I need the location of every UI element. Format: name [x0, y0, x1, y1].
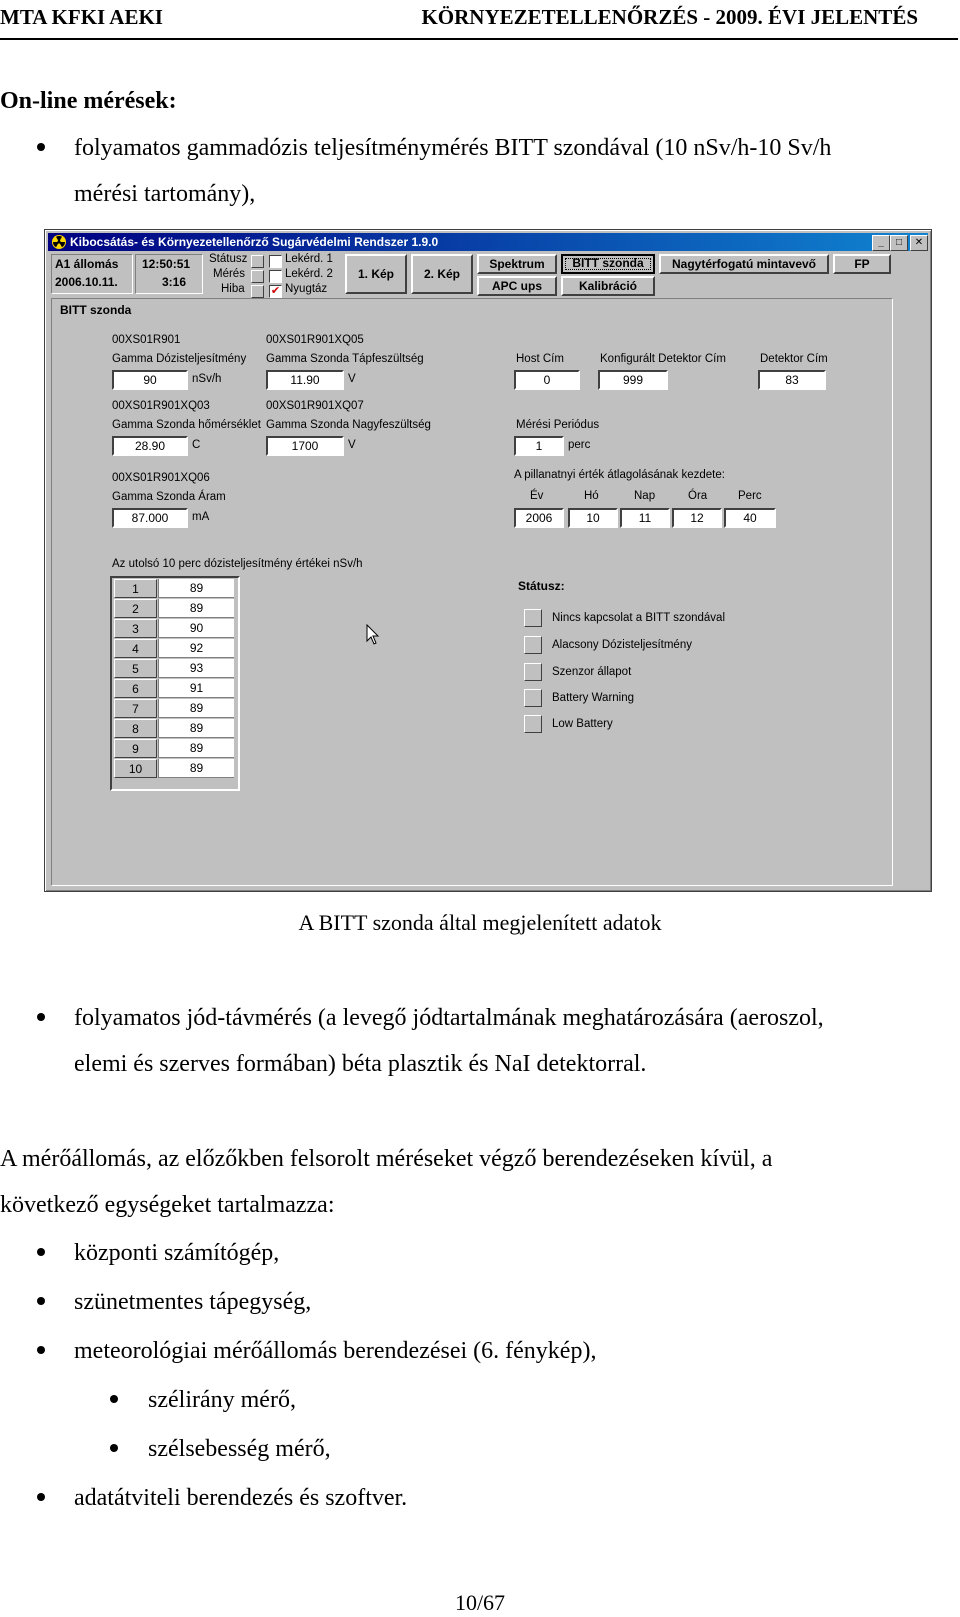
table-row — [112, 639, 238, 659]
row-index: 8 — [114, 719, 157, 738]
paragraph-line1: A mérőállomás, az előzőkben felsorolt méréseket végző berendezéseken kívül, a — [0, 1146, 773, 1172]
field-id: 00XS01R901XQ06 — [112, 472, 210, 484]
status-label-meres: Mérés — [213, 268, 245, 280]
row-value: 89 — [158, 759, 234, 778]
unit-item: szünetmentes tápegység, — [74, 1289, 312, 1315]
field-unit: nSv/h — [192, 373, 222, 385]
panel-title: BITT szonda — [60, 303, 132, 317]
avg-ho-field[interactable]: 10 — [568, 508, 618, 528]
kalibracio-button[interactable]: Kalibráció — [561, 276, 655, 296]
row-value: 89 — [158, 579, 234, 598]
konf-label: Konfigurált Detektor Cím — [600, 353, 726, 365]
app-window-screenshot — [44, 229, 932, 892]
row-value: 89 — [158, 699, 234, 718]
avg-ora-field[interactable]: 12 — [672, 508, 722, 528]
supply-voltage-field[interactable]: 11.90 — [266, 370, 344, 390]
status-title: Státusz: — [518, 579, 565, 593]
bullet-icon — [37, 1248, 45, 1256]
query-label-3: Nyugtáz — [285, 283, 328, 295]
status-item: Battery Warning — [552, 692, 635, 704]
host-field[interactable]: 0 — [514, 370, 580, 390]
status-led-icon — [524, 715, 542, 733]
period-field[interactable]: 1 — [514, 436, 564, 456]
avg-ev-field[interactable]: 2006 — [514, 508, 564, 528]
period-label: Mérési Periódus — [516, 419, 600, 431]
field-unit: V — [348, 373, 356, 385]
fp-button[interactable]: FP — [833, 254, 891, 274]
row-index: 9 — [114, 739, 157, 758]
lekerd2-checkbox[interactable] — [269, 270, 282, 283]
bullet2-line2: elemi és szerves formában) béta plasztik és NaI detektorral. — [74, 1051, 647, 1077]
temperature-field[interactable]: 28.90 — [112, 436, 188, 456]
field-unit: mA — [192, 511, 210, 523]
query-label-2: Lekérd. 2 — [285, 268, 333, 280]
row-index: 7 — [114, 699, 157, 718]
gamma-dose-rate-field[interactable]: 90 — [112, 370, 188, 390]
meres-led — [251, 270, 264, 283]
header-left: MTA KFKI AEKI — [0, 5, 163, 29]
table-row — [112, 699, 238, 719]
avg-header-nap: Nap — [634, 490, 656, 502]
unit-item: központi számítógép, — [74, 1240, 280, 1266]
bullet1-line2: mérési tartomány), — [74, 181, 256, 207]
field-unit: C — [192, 439, 201, 451]
clock-time: 12:50:51 — [142, 257, 191, 271]
row-index: 4 — [114, 639, 157, 658]
kep1-button[interactable]: 1. Kép — [345, 254, 407, 294]
unit-item: meteorológiai mérőállomás berendezései (6. fénykép), — [74, 1338, 597, 1364]
field-label: Gamma Dózisteljesítmény — [112, 353, 247, 365]
avg-nap-field[interactable]: 11 — [620, 508, 670, 528]
field-label: Gamma Szonda hőmérséklet — [112, 419, 261, 431]
status-led-icon — [524, 663, 542, 681]
bitt-szonda-button[interactable]: BITT szonda — [561, 254, 655, 274]
table-row — [112, 679, 238, 699]
table-row — [112, 739, 238, 759]
sub-unit-item: szélirány mérő, — [148, 1387, 296, 1413]
row-index: 10 — [114, 759, 157, 778]
field-id: 00XS01R901XQ05 — [266, 334, 364, 346]
bullet-icon — [37, 1346, 45, 1354]
spektrum-button[interactable]: Spektrum — [477, 254, 557, 274]
bullet-icon — [110, 1395, 118, 1403]
last10-table — [110, 576, 240, 791]
station-date: 2006.10.11. — [55, 275, 118, 289]
detector-field[interactable]: 83 — [758, 370, 826, 390]
nagyterfogatu-mintavevo-button[interactable]: Nagytérfogatú mintavevő — [659, 254, 829, 274]
status-item: Low Battery — [552, 718, 613, 730]
row-index: 5 — [114, 659, 157, 678]
table-row — [112, 659, 238, 679]
high-voltage-field[interactable]: 1700 — [266, 436, 344, 456]
paragraph-line2: következő egységeket tartalmazza: — [0, 1192, 335, 1218]
section-title: On-line mérések: — [0, 88, 177, 114]
row-index: 2 — [114, 599, 157, 618]
unit-item: adatátviteli berendezés és szoftver. — [74, 1485, 408, 1511]
bullet-icon — [110, 1444, 118, 1452]
kep2-button[interactable]: 2. Kép — [411, 254, 473, 294]
row-index: 6 — [114, 679, 157, 698]
bullet-icon — [37, 1493, 45, 1501]
bullet-icon — [37, 143, 45, 151]
status-led-icon — [524, 636, 542, 654]
status-item: Nincs kapcsolat a BITT szondával — [552, 612, 726, 624]
field-id: 00XS01R901XQ03 — [112, 400, 210, 412]
close-button[interactable]: ✕ — [910, 235, 928, 251]
lekerd1-checkbox[interactable] — [269, 255, 282, 268]
bullet-icon — [37, 1297, 45, 1305]
avg-header-ora: Óra — [688, 490, 708, 502]
row-index: 3 — [114, 619, 157, 638]
counter-time: 3:16 — [162, 275, 187, 289]
field-unit: V — [348, 439, 356, 451]
station-name: A1 állomás — [55, 257, 119, 271]
row-value: 91 — [158, 679, 234, 698]
maximize-button[interactable]: □ — [890, 235, 908, 251]
table-row — [112, 599, 238, 619]
header-right: KÖRNYEZETELLENŐRZÉS - 2009. ÉVI JELENTÉS — [421, 5, 918, 29]
hiba-led — [251, 285, 264, 298]
current-field[interactable]: 87.000 — [112, 508, 188, 528]
apc-ups-button[interactable]: APC ups — [477, 276, 557, 296]
field-id: 00XS01R901XQ07 — [266, 400, 364, 412]
table-row — [112, 759, 238, 779]
avg-header-ev: Év — [530, 490, 544, 502]
radiation-icon — [52, 235, 66, 249]
host-label: Host Cím — [516, 353, 564, 365]
row-value: 89 — [158, 719, 234, 738]
row-value: 89 — [158, 739, 234, 758]
status-label-statusz: Státusz — [209, 253, 248, 265]
table-row — [112, 719, 238, 739]
last10-label: Az utolsó 10 perc dózisteljesítmény értékei nSv/h — [112, 558, 363, 570]
figure-caption: A BITT szonda által megjelenített adatok — [298, 910, 662, 935]
table-row — [112, 619, 238, 639]
mouse-cursor-icon — [366, 624, 380, 646]
page-number: 10/67 — [454, 1590, 506, 1615]
avg-header-perc: Perc — [738, 490, 762, 502]
avg-header-ho: Hó — [584, 490, 599, 502]
status-led-icon — [524, 689, 542, 707]
bitt-panel — [51, 298, 893, 886]
field-label: Gamma Szonda Nagyfeszültség — [266, 419, 431, 431]
bullet-icon — [37, 1013, 45, 1021]
minimize-button[interactable]: _ — [872, 235, 890, 251]
konf-detector-field[interactable]: 999 — [598, 370, 668, 390]
status-item: Alacsony Dózisteljesítmény — [552, 639, 692, 651]
status-label-hiba: Hiba — [221, 283, 245, 295]
status-item: Szenzor állapot — [552, 666, 632, 678]
nyugtaz-checkbox[interactable]: ✔ — [270, 285, 281, 297]
field-label: Gamma Szonda Tápfeszültség — [266, 353, 424, 365]
bullet2-line1: folyamatos jód-távmérés (a levegő jódtartalmának meghatározására (aeroszol, — [74, 1005, 824, 1031]
sub-unit-item: szélsebesség mérő, — [148, 1436, 331, 1462]
bullet1-line1: folyamatos gammadózis teljesítménymérés BITT szondával (10 nSv/h-10 Sv/h — [74, 135, 832, 161]
time-box — [135, 254, 203, 294]
station-box — [51, 254, 133, 294]
row-value: 90 — [158, 619, 234, 638]
window-titlebar — [48, 233, 928, 251]
status-led — [251, 255, 264, 268]
status-led-icon — [524, 609, 542, 627]
table-row — [112, 579, 238, 599]
period-unit: perc — [568, 439, 591, 451]
row-value: 92 — [158, 639, 234, 658]
field-label: Gamma Szonda Áram — [112, 491, 226, 503]
query-label-1: Lekérd. 1 — [285, 253, 333, 265]
row-index: 1 — [114, 579, 157, 598]
field-id: 00XS01R901 — [112, 334, 181, 346]
header-rule — [0, 38, 958, 40]
row-value: 93 — [158, 659, 234, 678]
window-title: Kibocsátás- és Környezetellenőrző Sugárvédelmi Rendszer 1.9.0 — [70, 235, 439, 249]
avg-perc-field[interactable]: 40 — [724, 508, 776, 528]
row-value: 89 — [158, 599, 234, 618]
det-label: Detektor Cím — [760, 353, 828, 365]
avg-label: A pillanatnyi érték átlagolásának kezdete: — [514, 469, 725, 481]
